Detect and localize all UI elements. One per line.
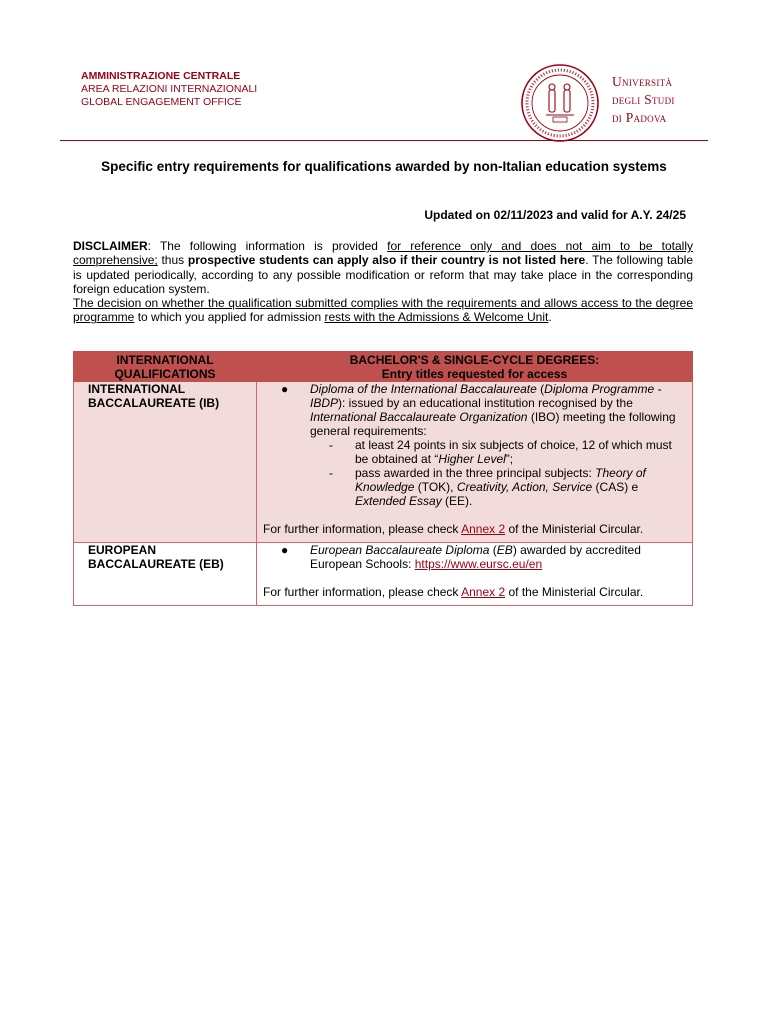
university-seal-icon [520,63,600,143]
office-block [81,70,257,109]
disclaimer-block [73,239,693,325]
italic-text: Higher Level [438,452,506,466]
office-line-area: AREA RELAZIONI INTERNAZIONALI [81,83,258,95]
text: (CAS) e [592,480,639,494]
qualification-eb: EUROPEAN BACCALAUREATE (EB) [74,543,257,606]
text: (IBO) meeting the following general requirements: [310,410,676,438]
requirements-eb [257,543,693,606]
disclaimer-text: to which you applied for admission [134,310,325,325]
disclaimer-label: DISCLAIMER [73,239,148,253]
university-name-line1: Università [612,74,673,89]
table-row [74,543,693,606]
disclaimer-underline: for reference only and does not aim to be totally comprehensive; [73,239,693,268]
italic-text: Diploma of the International Baccalaureate [310,382,537,396]
disclaimer-paragraph-2 [73,296,693,325]
bullet-icon: ● [281,382,289,396]
text: ): issued by an educational institution recognised by the [338,396,633,410]
header-degrees-line1: BACHELOR'S & SINGLE-CYCLE DEGREES: [349,353,600,367]
eursc-link[interactable]: https://www.eursc.eu/en [414,557,543,571]
text: For further information, please check [263,522,462,536]
dash-marker: - [329,438,333,452]
text: (TOK), [414,480,457,494]
italic-text: European Baccalaureate Diploma [310,543,490,557]
office-line-global: GLOBAL ENGAGEMENT OFFICE [81,96,242,108]
list-item [263,382,686,438]
qualification-ib: INTERNATIONAL BACCALAUREATE (IB) [74,382,257,543]
text: of the Ministerial Circular. [505,522,644,536]
disclaimer-text: : The following information is provided [147,239,388,253]
italic-text: International Baccalaureate Organization [310,410,528,424]
italic-text: Creativity, Action, Service [456,480,593,494]
annex-2-link[interactable]: Annex 2 [461,585,506,599]
office-line-central: AMMINISTRAZIONE CENTRALE [81,70,241,82]
further-info [263,522,686,536]
sub-list-item [263,466,686,508]
disclaimer-text: . [548,310,552,325]
header-qualifications: INTERNATIONAL QUALIFICATIONS [74,352,257,382]
university-name-line2: degli Studi [612,92,675,107]
text: ( [536,382,545,396]
sub-list-item [263,438,686,466]
header-divider [60,140,708,141]
text: ( [489,543,497,557]
disclaimer-underline: The decision on whether the qualification submitted complies with the requirements and allows access to the degree programme [73,296,693,325]
header-degrees [257,352,693,382]
disclaimer-text: thus [157,253,188,268]
italic-text: Extended Essay [355,494,442,508]
italic-text: EB [496,543,513,557]
italic-text: Diploma Programme - IBDP [310,382,662,410]
disclaimer-emphasis: prospective students can apply also if their country is not listed here [187,253,586,268]
annex-2-link[interactable]: Annex 2 [461,522,506,536]
text: of the Ministerial Circular. [505,585,644,599]
university-name [612,73,675,127]
list-item [263,543,686,571]
text: (EE). [441,494,473,508]
updated-date: Updated on 02/11/2023 and valid for A.Y. 24/25 [424,208,686,222]
text: pass awarded in the three principal subjects: [355,466,596,480]
text: at least 24 points in six subjects of choice, 12 of which must be obtained at “ [355,438,672,466]
disclaimer-underline: rests with the Admissions & Welcome Unit [324,310,549,325]
table-header-row [74,352,693,382]
italic-text: Theory of Knowledge [355,466,646,494]
requirements-table [73,351,693,606]
disclaimer-text: . The following table is updated periodically, according to any possible modification or reform that may take place in the corresponding foreign education system. [73,253,693,296]
university-name-line3: di Padova [612,110,667,125]
requirements-ib [257,382,693,543]
dash-marker: - [329,466,333,480]
further-info [263,585,686,599]
header-degrees-line2: Entry titles requested for access [381,367,568,381]
text: ) awarded by accredited European Schools: [310,543,641,571]
document-title: Specific entry requirements for qualifications awarded by non-Italian education systems [101,159,667,174]
bullet-icon: ● [281,543,289,557]
text: For further information, please check [263,585,462,599]
table-row [74,382,693,543]
text: ”; [505,452,514,466]
disclaimer-paragraph-1 [73,239,693,296]
